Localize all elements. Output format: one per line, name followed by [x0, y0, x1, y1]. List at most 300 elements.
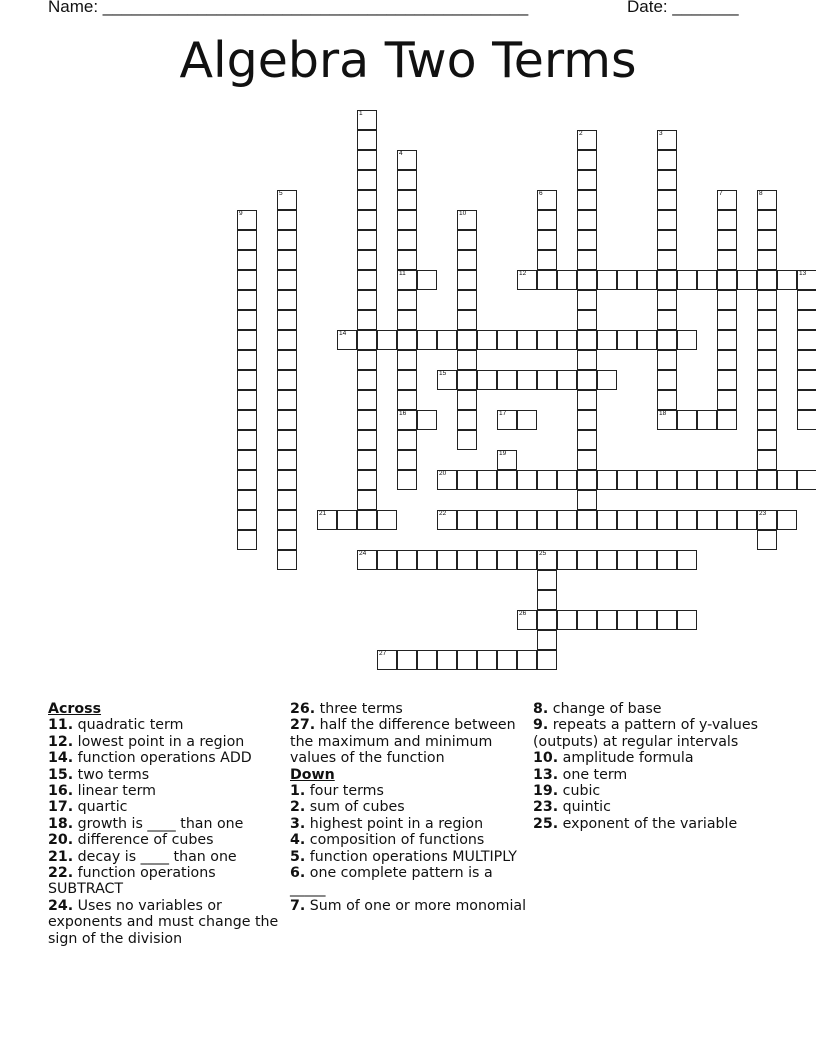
grid-cell[interactable]: [677, 270, 697, 290]
grid-cell[interactable]: [437, 370, 457, 390]
grid-cell[interactable]: [357, 150, 377, 170]
grid-cell[interactable]: [237, 270, 257, 290]
grid-cell[interactable]: [797, 390, 816, 410]
grid-cell[interactable]: [657, 410, 677, 430]
grid-cell[interactable]: [697, 470, 717, 490]
grid-cell[interactable]: [457, 350, 477, 370]
grid-cell[interactable]: [577, 230, 597, 250]
grid-cell[interactable]: [457, 430, 477, 450]
grid-cell[interactable]: [457, 470, 477, 490]
grid-cell[interactable]: [577, 310, 597, 330]
grid-cell[interactable]: [357, 410, 377, 430]
clue-number: 27: [379, 650, 387, 657]
grid-cell[interactable]: [577, 270, 597, 290]
grid-cell[interactable]: [737, 510, 757, 530]
grid-cell[interactable]: [357, 110, 377, 130]
grid-cell[interactable]: [637, 330, 657, 350]
grid-cell[interactable]: [277, 390, 297, 410]
clue-number-label: 17.: [48, 799, 74, 816]
grid-cell[interactable]: [237, 530, 257, 550]
grid-cell[interactable]: [237, 370, 257, 390]
grid-cell[interactable]: [797, 330, 816, 350]
grid-cell[interactable]: [537, 330, 557, 350]
grid-cell[interactable]: [757, 470, 777, 490]
grid-cell[interactable]: [457, 250, 477, 270]
grid-cell[interactable]: [277, 230, 297, 250]
grid-cell[interactable]: [657, 290, 677, 310]
grid-cell[interactable]: [457, 410, 477, 430]
grid-cell[interactable]: [277, 270, 297, 290]
grid-cell[interactable]: [537, 610, 557, 630]
grid-cell[interactable]: [237, 470, 257, 490]
grid-cell[interactable]: [237, 210, 257, 230]
grid-cell[interactable]: [657, 370, 677, 390]
grid-cell[interactable]: [437, 510, 457, 530]
grid-cell[interactable]: [657, 170, 677, 190]
grid-cell[interactable]: [237, 430, 257, 450]
grid-cell[interactable]: [577, 430, 597, 450]
grid-cell[interactable]: [717, 190, 737, 210]
clue-number: 8: [759, 190, 763, 197]
grid-cell[interactable]: [597, 510, 617, 530]
grid-cell[interactable]: [437, 330, 457, 350]
grid-cell[interactable]: [477, 370, 497, 390]
grid-cell[interactable]: [537, 190, 557, 210]
grid-cell[interactable]: [237, 510, 257, 530]
grid-cell[interactable]: [357, 270, 377, 290]
clue-number-label: 4.: [290, 832, 306, 849]
grid-cell[interactable]: [657, 550, 677, 570]
grid-cell[interactable]: [557, 510, 577, 530]
grid-cell[interactable]: [577, 210, 597, 230]
clue-number: 22: [439, 510, 447, 517]
grid-cell[interactable]: [397, 310, 417, 330]
grid-cell[interactable]: [457, 370, 477, 390]
grid-cell[interactable]: [417, 330, 437, 350]
grid-cell[interactable]: [277, 410, 297, 430]
grid-cell[interactable]: [617, 470, 637, 490]
grid-cell[interactable]: [597, 610, 617, 630]
grid-cell[interactable]: [357, 550, 377, 570]
clue-item: [533, 750, 773, 766]
grid-cell[interactable]: [537, 210, 557, 230]
grid-cell[interactable]: [397, 390, 417, 410]
grid-cell[interactable]: [497, 330, 517, 350]
grid-cell[interactable]: [357, 310, 377, 330]
clue-number: 15: [439, 370, 447, 377]
grid-cell[interactable]: [397, 290, 417, 310]
grid-cell[interactable]: [797, 370, 816, 390]
clue-number-label: 2.: [290, 799, 306, 816]
grid-cell[interactable]: [557, 370, 577, 390]
grid-cell[interactable]: [357, 390, 377, 410]
grid-cell[interactable]: [757, 410, 777, 430]
grid-cell[interactable]: [397, 370, 417, 390]
grid-cell[interactable]: [337, 510, 357, 530]
grid-cell[interactable]: [277, 550, 297, 570]
grid-cell[interactable]: [777, 270, 797, 290]
grid-cell[interactable]: [237, 450, 257, 470]
grid-cell[interactable]: [517, 510, 537, 530]
grid-cell[interactable]: [577, 490, 597, 510]
grid-cell[interactable]: [477, 510, 497, 530]
grid-cell[interactable]: [277, 210, 297, 230]
grid-cell[interactable]: [497, 410, 517, 430]
clue-number-label: 13.: [533, 766, 559, 783]
grid-cell[interactable]: [757, 510, 777, 530]
grid-cell[interactable]: [717, 310, 737, 330]
grid-cell[interactable]: [277, 290, 297, 310]
grid-cell[interactable]: [417, 410, 437, 430]
grid-cell[interactable]: [477, 550, 497, 570]
grid-cell[interactable]: [477, 330, 497, 350]
grid-cell[interactable]: [637, 510, 657, 530]
grid-cell[interactable]: [377, 510, 397, 530]
grid-cell[interactable]: [517, 550, 537, 570]
grid-cell[interactable]: [277, 370, 297, 390]
grid-cell[interactable]: [497, 370, 517, 390]
clue-number: 18: [659, 410, 667, 417]
grid-cell[interactable]: [757, 210, 777, 230]
clue-number: 7: [719, 190, 723, 197]
grid-cell[interactable]: [537, 590, 557, 610]
grid-cell[interactable]: [577, 150, 597, 170]
grid-cell[interactable]: [717, 330, 737, 350]
grid-cell[interactable]: [557, 330, 577, 350]
clue-number: 20: [439, 470, 447, 477]
grid-cell[interactable]: [357, 370, 377, 390]
grid-cell[interactable]: [757, 530, 777, 550]
grid-cell[interactable]: [237, 250, 257, 270]
clue-text: Uses no variables or exponents and must change the sign of the division: [48, 897, 279, 947]
grid-cell[interactable]: [277, 490, 297, 510]
grid-cell[interactable]: [457, 650, 477, 670]
grid-cell[interactable]: [717, 350, 737, 370]
grid-cell[interactable]: [597, 550, 617, 570]
grid-cell[interactable]: [537, 250, 557, 270]
grid-cell[interactable]: [597, 330, 617, 350]
grid-cell[interactable]: [677, 510, 697, 530]
grid-cell[interactable]: [797, 470, 816, 490]
grid-cell[interactable]: [497, 550, 517, 570]
grid-cell[interactable]: [517, 650, 537, 670]
grid-cell[interactable]: [517, 470, 537, 490]
grid-cell[interactable]: [437, 550, 457, 570]
grid-cell[interactable]: [497, 650, 517, 670]
grid-cell[interactable]: [277, 430, 297, 450]
grid-cell[interactable]: [577, 450, 597, 470]
grid-cell[interactable]: [397, 550, 417, 570]
grid-cell[interactable]: [337, 330, 357, 350]
grid-cell[interactable]: [797, 270, 816, 290]
grid-cell[interactable]: [577, 170, 597, 190]
grid-cell[interactable]: [557, 550, 577, 570]
grid-cell[interactable]: [717, 510, 737, 530]
grid-cell[interactable]: [537, 470, 557, 490]
grid-cell[interactable]: [557, 470, 577, 490]
grid-cell[interactable]: [657, 330, 677, 350]
grid-cell[interactable]: [657, 210, 677, 230]
grid-cell[interactable]: [357, 430, 377, 450]
grid-cell[interactable]: [397, 210, 417, 230]
grid-cell[interactable]: [697, 270, 717, 290]
grid-cell[interactable]: [517, 330, 537, 350]
grid-cell[interactable]: [497, 470, 517, 490]
grid-cell[interactable]: [537, 650, 557, 670]
grid-cell[interactable]: [577, 190, 597, 210]
grid-cell[interactable]: [457, 330, 477, 350]
clue-number: 16: [399, 410, 407, 417]
grid-cell[interactable]: [357, 230, 377, 250]
grid-cell[interactable]: [657, 190, 677, 210]
grid-cell[interactable]: [577, 390, 597, 410]
clue-number: 3: [659, 130, 663, 137]
grid-cell[interactable]: [717, 390, 737, 410]
grid-cell[interactable]: [237, 350, 257, 370]
grid-cell[interactable]: [717, 270, 737, 290]
grid-cell[interactable]: [357, 170, 377, 190]
grid-cell[interactable]: [537, 570, 557, 590]
clue-number-label: 27.: [290, 717, 316, 734]
grid-cell[interactable]: [277, 190, 297, 210]
grid-cell[interactable]: [317, 510, 337, 530]
grid-cell[interactable]: [397, 470, 417, 490]
grid-cell[interactable]: [397, 150, 417, 170]
grid-cell[interactable]: [437, 650, 457, 670]
grid-cell[interactable]: [517, 370, 537, 390]
grid-cell[interactable]: [657, 310, 677, 330]
grid-cell[interactable]: [397, 190, 417, 210]
grid-cell[interactable]: [457, 230, 477, 250]
grid-cell[interactable]: [757, 450, 777, 470]
grid-cell[interactable]: [677, 470, 697, 490]
grid-cell[interactable]: [777, 510, 797, 530]
grid-cell[interactable]: [277, 310, 297, 330]
grid-cell[interactable]: [397, 250, 417, 270]
grid-cell[interactable]: [737, 270, 757, 290]
grid-cell[interactable]: [357, 330, 377, 350]
grid-cell[interactable]: [657, 610, 677, 630]
grid-cell[interactable]: [677, 330, 697, 350]
clue-text: three terms: [315, 701, 403, 717]
grid-cell[interactable]: [357, 510, 377, 530]
grid-cell[interactable]: [377, 650, 397, 670]
grid-cell[interactable]: [277, 330, 297, 350]
grid-cell[interactable]: [537, 370, 557, 390]
grid-cell[interactable]: [417, 550, 437, 570]
grid-cell[interactable]: [497, 450, 517, 470]
grid-cell[interactable]: [757, 330, 777, 350]
clue-number: 4: [399, 150, 403, 157]
grid-cell[interactable]: [717, 410, 737, 430]
grid-cell[interactable]: [637, 550, 657, 570]
clue-number-label: 22.: [48, 865, 74, 882]
grid-cell[interactable]: [657, 230, 677, 250]
grid-cell[interactable]: [717, 290, 737, 310]
grid-cell[interactable]: [537, 510, 557, 530]
grid-cell[interactable]: [397, 430, 417, 450]
grid-cell[interactable]: [557, 270, 577, 290]
grid-cell[interactable]: [757, 190, 777, 210]
grid-cell[interactable]: [517, 410, 537, 430]
clue-item: [290, 799, 530, 815]
grid-cell[interactable]: [577, 350, 597, 370]
grid-cell[interactable]: [417, 270, 437, 290]
grid-cell[interactable]: [357, 290, 377, 310]
grid-cell[interactable]: [717, 470, 737, 490]
grid-cell[interactable]: [677, 410, 697, 430]
grid-cell[interactable]: [397, 410, 417, 430]
grid-cell[interactable]: [677, 550, 697, 570]
grid-cell[interactable]: [617, 610, 637, 630]
grid-cell[interactable]: [637, 470, 657, 490]
grid-cell[interactable]: [577, 330, 597, 350]
grid-cell[interactable]: [537, 230, 557, 250]
grid-cell[interactable]: [637, 270, 657, 290]
grid-cell[interactable]: [357, 470, 377, 490]
grid-cell[interactable]: [697, 510, 717, 530]
clue-number-label: 11.: [48, 717, 74, 734]
grid-cell[interactable]: [577, 410, 597, 430]
grid-cell[interactable]: [657, 250, 677, 270]
grid-cell[interactable]: [617, 330, 637, 350]
grid-cell[interactable]: [357, 190, 377, 210]
grid-cell[interactable]: [357, 490, 377, 510]
grid-cell[interactable]: [277, 530, 297, 550]
grid-cell[interactable]: [457, 310, 477, 330]
grid-cell[interactable]: [717, 370, 737, 390]
grid-cell[interactable]: [757, 230, 777, 250]
grid-cell[interactable]: [377, 330, 397, 350]
down-clue-list-continued: [533, 701, 773, 832]
grid-cell[interactable]: [357, 450, 377, 470]
grid-cell[interactable]: [657, 390, 677, 410]
grid-cell[interactable]: [537, 630, 557, 650]
grid-cell[interactable]: [657, 270, 677, 290]
grid-cell[interactable]: [717, 250, 737, 270]
grid-cell[interactable]: [637, 610, 657, 630]
grid-cell[interactable]: [357, 210, 377, 230]
grid-cell[interactable]: [577, 250, 597, 270]
clue-number-label: 19.: [533, 783, 559, 800]
grid-cell[interactable]: [577, 290, 597, 310]
grid-cell[interactable]: [797, 350, 816, 370]
grid-cell[interactable]: [357, 250, 377, 270]
grid-cell[interactable]: [757, 430, 777, 450]
grid-cell[interactable]: [577, 470, 597, 490]
grid-cell[interactable]: [677, 610, 697, 630]
grid-cell[interactable]: [397, 270, 417, 290]
grid-cell[interactable]: [517, 270, 537, 290]
grid-cell[interactable]: [277, 350, 297, 370]
grid-cell[interactable]: [617, 270, 637, 290]
grid-cell[interactable]: [457, 290, 477, 310]
grid-cell[interactable]: [537, 270, 557, 290]
grid-cell[interactable]: [617, 510, 637, 530]
grid-cell[interactable]: [357, 350, 377, 370]
grid-cell[interactable]: [237, 390, 257, 410]
grid-cell[interactable]: [277, 450, 297, 470]
grid-cell[interactable]: [457, 210, 477, 230]
grid-cell[interactable]: [617, 550, 637, 570]
grid-cell[interactable]: [457, 390, 477, 410]
grid-cell[interactable]: [737, 470, 757, 490]
grid-cell[interactable]: [237, 330, 257, 350]
grid-cell[interactable]: [397, 170, 417, 190]
grid-cell[interactable]: [377, 550, 397, 570]
grid-cell[interactable]: [577, 130, 597, 150]
grid-cell[interactable]: [757, 270, 777, 290]
grid-cell[interactable]: [717, 210, 737, 230]
grid-cell[interactable]: [397, 330, 417, 350]
grid-cell[interactable]: [437, 470, 457, 490]
grid-cell[interactable]: [277, 250, 297, 270]
grid-cell[interactable]: [757, 390, 777, 410]
grid-cell[interactable]: [657, 350, 677, 370]
grid-cell[interactable]: [577, 550, 597, 570]
grid-cell[interactable]: [757, 370, 777, 390]
grid-cell[interactable]: [597, 370, 617, 390]
date-field-label: Date: _______: [627, 0, 739, 16]
grid-cell[interactable]: [397, 450, 417, 470]
grid-cell[interactable]: [537, 550, 557, 570]
grid-cell[interactable]: [397, 230, 417, 250]
grid-cell[interactable]: [577, 610, 597, 630]
grid-cell[interactable]: [457, 510, 477, 530]
grid-cell[interactable]: [277, 470, 297, 490]
grid-cell[interactable]: [657, 470, 677, 490]
clue-item: [48, 783, 283, 799]
grid-cell[interactable]: [577, 370, 597, 390]
grid-cell[interactable]: [777, 470, 797, 490]
grid-cell[interactable]: [237, 310, 257, 330]
grid-cell[interactable]: [457, 550, 477, 570]
grid-cell[interactable]: [357, 130, 377, 150]
grid-cell[interactable]: [237, 290, 257, 310]
grid-cell[interactable]: [797, 310, 816, 330]
grid-cell[interactable]: [577, 510, 597, 530]
clue-number: 2: [579, 130, 583, 137]
grid-cell[interactable]: [477, 470, 497, 490]
grid-cell[interactable]: [517, 610, 537, 630]
grid-cell[interactable]: [657, 150, 677, 170]
grid-cell[interactable]: [657, 130, 677, 150]
grid-cell[interactable]: [757, 290, 777, 310]
grid-cell[interactable]: [397, 350, 417, 370]
grid-cell[interactable]: [497, 510, 517, 530]
grid-cell[interactable]: [397, 650, 417, 670]
grid-cell[interactable]: [457, 270, 477, 290]
grid-cell[interactable]: [237, 410, 257, 430]
grid-cell[interactable]: [597, 470, 617, 490]
grid-cell[interactable]: [757, 250, 777, 270]
grid-cell[interactable]: [797, 410, 816, 430]
grid-cell[interactable]: [657, 510, 677, 530]
grid-cell[interactable]: [757, 310, 777, 330]
grid-cell[interactable]: [477, 650, 497, 670]
grid-cell[interactable]: [597, 270, 617, 290]
grid-cell[interactable]: [557, 610, 577, 630]
grid-cell[interactable]: [717, 230, 737, 250]
grid-cell[interactable]: [237, 490, 257, 510]
grid-cell[interactable]: [277, 510, 297, 530]
grid-cell[interactable]: [237, 230, 257, 250]
grid-cell[interactable]: [797, 290, 816, 310]
grid-cell[interactable]: [417, 650, 437, 670]
grid-cell[interactable]: [757, 350, 777, 370]
clue-number: 26: [519, 610, 527, 617]
grid-cell[interactable]: [697, 410, 717, 430]
